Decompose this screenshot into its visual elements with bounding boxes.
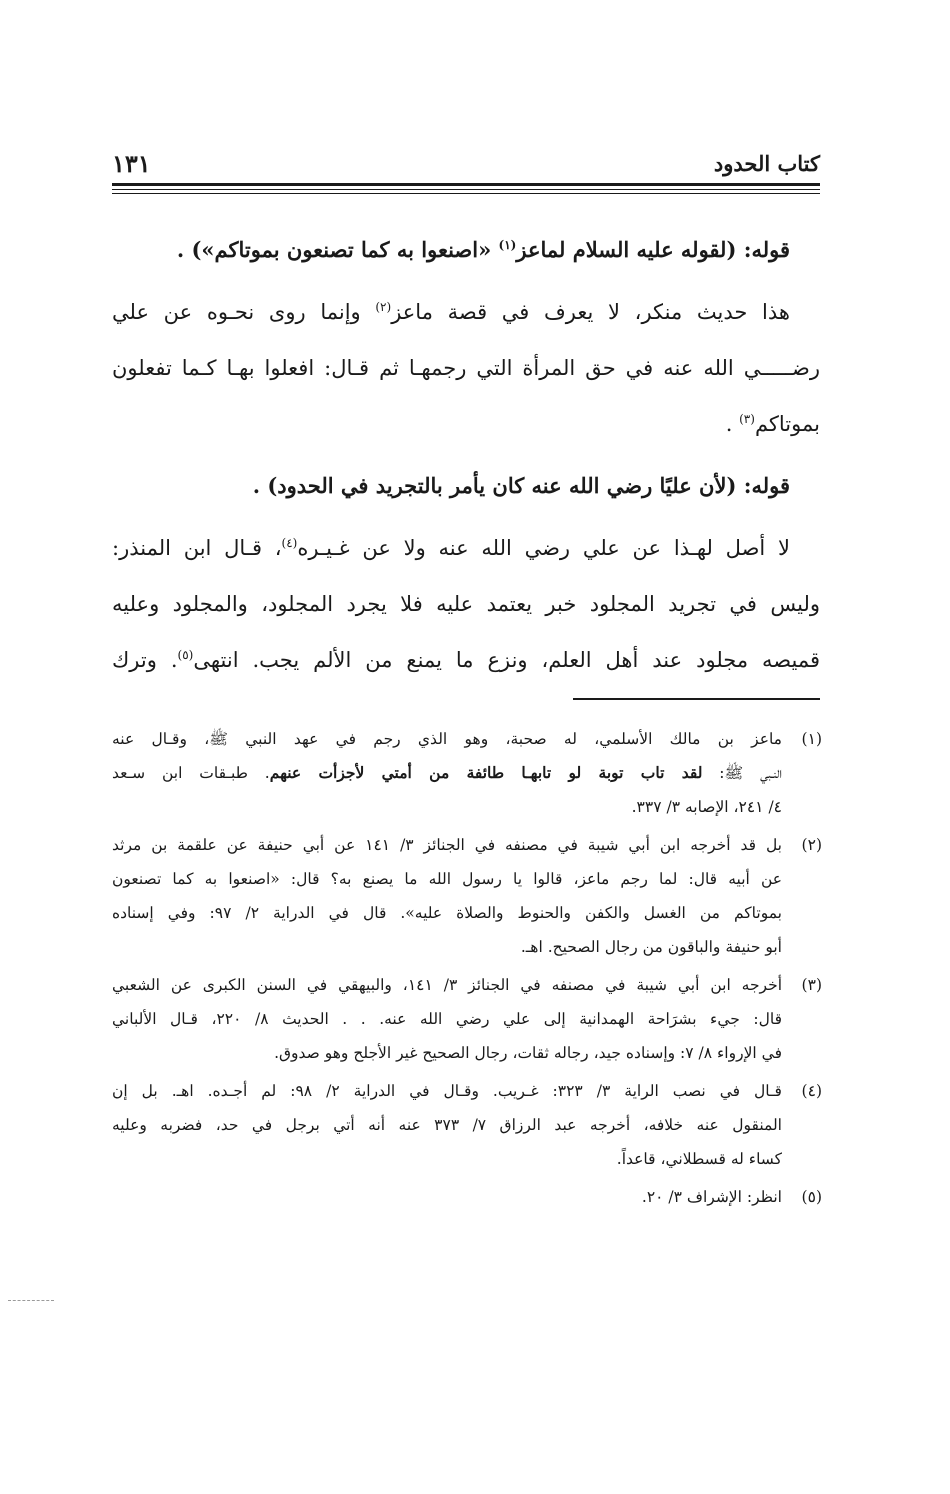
paragraph-line: بموتاكم$^{(٣)}$ . (725, 412, 820, 436)
footnote-3 (112, 968, 822, 1070)
header-rule-thin (112, 189, 820, 190)
scan-artifact (8, 1300, 54, 1302)
footnote-line: انظر: الإشراف ٣/ ٢٠. (641, 1188, 782, 1206)
footnote-number: (٢) (801, 836, 822, 854)
paragraph-line: وليس في تجريد المجلود خبر يعتمد عليه فلا يجرد المجلود، والمجلود وعليه (112, 592, 820, 616)
footnote-ref-2: (٢) (375, 300, 392, 314)
footnote-line: المنقول عنه خلافه، أخرجه عبد الرزاق ٧/ ٣٧٣ عنه أنه أتي برجل في حد، فضربه وعليه (112, 1116, 782, 1134)
footnote-ref-5: (٥) (177, 648, 194, 662)
main-text (112, 222, 820, 688)
footnote-line: ماعز بن مالك الأسلمي، له صحبة، وهو الذي رجم في عهد النبي ﷺ، وقـال عنه (112, 730, 782, 748)
footnote-5 (112, 1180, 822, 1214)
header-rule-thick (112, 183, 820, 186)
footnote-line: قـال في نصب الراية ٣/ ٣٢٣: غـريب. وقـال في الدراية ٢/ ٩٨: لم أجـده. اهـ. بل إن (112, 1082, 782, 1100)
footnote-line: ٤/ ٢٤١، الإصابه ٣/ ٣٣٧. (631, 798, 782, 816)
footnote-number: (٣) (801, 976, 822, 994)
paragraph-line: رضـــــي الله عنه في حق المرأة التي رجمهـا ثم قـال: افعلوا بهـا كـما تفعلون (112, 356, 820, 380)
footnote-ref-4: (٤) (281, 536, 298, 550)
footnote-line: قال: جيء بشرَاحة الهمدانية إلى علي رضي الله عنه. . . الحديث ٨/ ٢٢٠، قـال الألباني (112, 1010, 782, 1028)
footnote-line: عن أبيه قال: لما رجم ماعز، قالوا يا رسول الله ما يصنع به؟ قال: «اصنعوا به كما تصنعون (112, 870, 782, 888)
footnote-ref-1: (١) (498, 238, 517, 252)
footnote-ref-3: (٣) (739, 412, 755, 426)
footnote-4 (112, 1074, 822, 1176)
heading-qawluh-2: قوله: (لأن عليًا رضي الله عنه كان يأمر بالتجريد في الحدود) . (252, 473, 790, 498)
footnote-separator (573, 698, 820, 700)
footnotes (112, 722, 822, 1218)
footnote-line: بل قد أخرجه ابن أبي شيبة في مصنفه في الجنائز ٣/ ١٤١ عن أبي حنيفة عن علقمة بن مرثد (112, 836, 782, 854)
footnote-line: كساء له قسطلاني، قاعداً. (616, 1150, 782, 1168)
footnote-line: أخرجه ابن أبي شيبة في مصنفه في الجنائز ٣/ ١٤١، والبيهقي في السنن الكبرى عن الشعبي (112, 976, 782, 994)
footnote-1 (112, 722, 822, 824)
paragraph-line: هذا حديث منكر، لا يعرف في قصة ماعز$^{(٢)}$ وإنما روى نحـوه عن علي (112, 300, 790, 324)
footnote-2 (112, 828, 822, 964)
footnote-line: أبو حنيفة والباقون من رجال الصحيح. اهـ. (520, 938, 782, 956)
paragraph-line: لا أصل لهـذا عن علي رضي الله عنه ولا عن غـيـره$^{(٤)}$، قـال ابن المنذر: (112, 536, 790, 560)
running-title: كتاب الحدود (713, 150, 820, 176)
footnote-line: بموتاكم من الغسل والكفن والحنوط والصلاة عليه». قال في الدراية ٢/ ٩٧: وفي إسناده (112, 904, 782, 922)
page-header (112, 145, 820, 181)
footnote-number: (٤) (801, 1082, 822, 1100)
header-rule-thin (112, 193, 820, 194)
heading-qawluh-1: قوله: (لقوله عليه السلام لماعز$^{(١)}$ «اصنعوا به كما تصنعون بموتاكم») . (176, 237, 790, 262)
footnote-number: (١) (801, 730, 822, 748)
paragraph-line: قميصه مجلود عند أهل العلم، ونزع ما يمنع من الألم يجب. انتهى$^{(٥)}$. وترك (112, 648, 820, 672)
footnote-line: في الإرواء ٨/ ٧: وإسناده جيد، رجاله ثقات، رجال الصحيح غير الأجلح وهو صدوق. (274, 1044, 782, 1062)
footnote-line: النـبي ﷺ: لقد تاب توبة لو تابهـا طائفة من أمتي لأجزأت عنهم. طبـقات ابن سـعد (112, 763, 782, 782)
page-number: ١٣١ (112, 148, 151, 178)
footnote-number: (٥) (801, 1188, 822, 1206)
